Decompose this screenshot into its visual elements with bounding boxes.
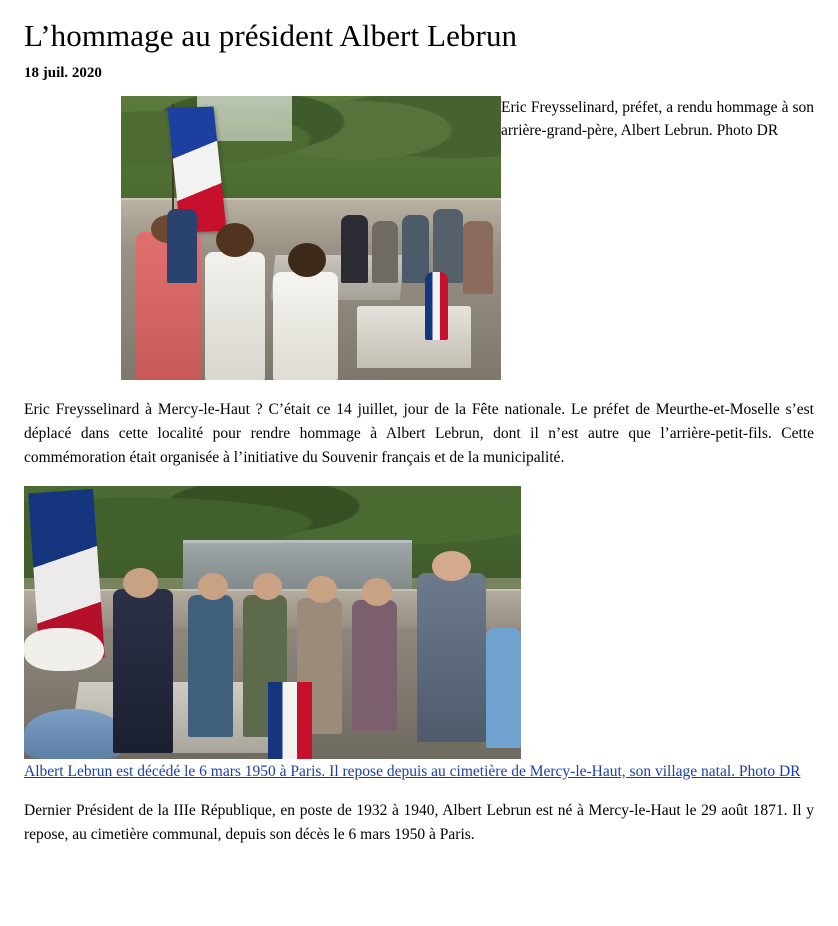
speaker-figure	[417, 573, 487, 742]
person-figure	[205, 252, 266, 380]
prefect-figure	[113, 589, 173, 753]
person-figure	[273, 272, 338, 380]
white-glove	[24, 628, 104, 672]
person-figure	[372, 221, 399, 283]
paragraph-1: Eric Freysselinard à Mercy-le-Haut ? C’était ce 14 juillet, jour de la Fête nationale. Le préfet de Meurthe-et-Moselle s’est déplacé dans cette localité pour rendre hommage à Albert Lebrun, dont il n’est autre que l’arrière-petit-fils. Cette commémoration était organisée à l’initiative du Souvenir français et de la municipalité.	[24, 400, 814, 466]
blue-cap	[24, 709, 123, 758]
prefect-speech-photo	[24, 486, 521, 759]
figure-top	[24, 96, 814, 384]
person-head	[432, 551, 472, 581]
tricolor-sash	[425, 272, 448, 340]
page-title: L’hommage au président Albert Lebrun	[24, 18, 518, 53]
person-head	[198, 573, 228, 600]
paragraph-2: Dernier Président de la IIIe République, en poste de 1932 à 1940, Albert Lebrun est né à Mercy-le-Haut le 29 août 1871. Il y repose, au cimetière communal, depuis son décès le 6 mars 1950 à Paris.	[24, 802, 814, 844]
child-figure	[486, 628, 521, 748]
person-figure	[188, 595, 233, 737]
person-figure	[463, 221, 493, 295]
monument	[357, 306, 471, 368]
person-head	[307, 576, 337, 603]
person-figure	[167, 209, 197, 283]
photo-1-caption: Eric Freysselinard, préfet, a rendu hommage à son arrière-grand-père, Albert Lebrun. Photo DR	[501, 98, 814, 139]
person-figure	[341, 215, 368, 283]
person-figure	[402, 215, 429, 283]
tricolor-flag-stand	[268, 682, 313, 758]
person-figure	[352, 600, 397, 731]
publication-date: 18 juil. 2020	[24, 64, 102, 81]
ceremony-wide-photo	[121, 96, 501, 380]
person-head	[123, 568, 158, 598]
person-head	[362, 578, 392, 605]
photo-2-caption-link[interactable]: Albert Lebrun est décédé le 6 mars 1950 à Paris. Il repose depuis au cimetière de Mercy-le-Haut, son village natal. Photo DR	[24, 762, 801, 780]
